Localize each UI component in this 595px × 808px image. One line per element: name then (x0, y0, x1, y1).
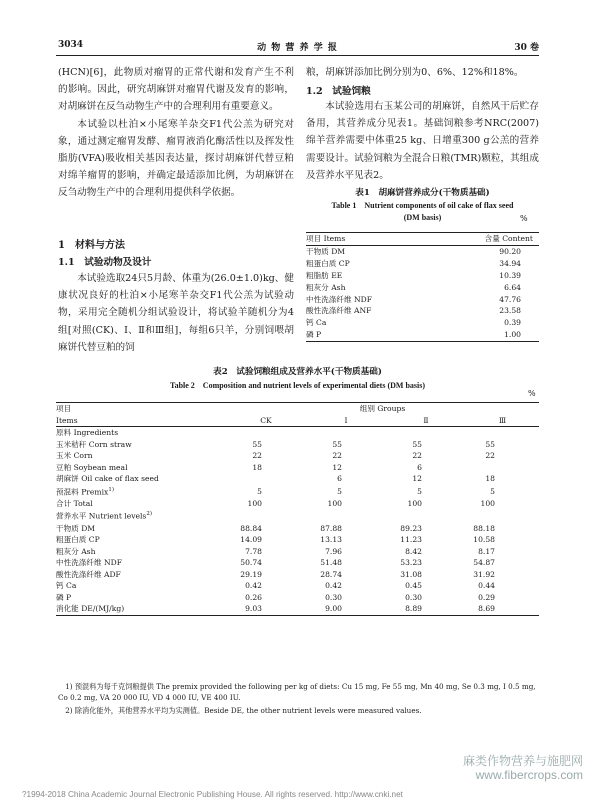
table2-ingredient-row-item-text: 预混料 Premix (56, 487, 109, 497)
section-1-2-paragraph: 本试验选用右玉某公司的胡麻饼，自然风干后贮存备用，其营养成分见表1。基础饲粮参考NRC(2007)绵羊营养需要中体重25 kg、日增重300 g公羔的营养需要设计。试验饲粮为全混合日粮(TMR)颗粒，其组成及营养水平见表2。 (306, 101, 539, 181)
table2-group-2: Ⅱ (386, 415, 466, 427)
table2-ingredient-row-value: 55 (485, 439, 495, 449)
table2-nutrient-row-value: 31.92 (473, 569, 495, 579)
table2-nutrient-row-value: 31.08 (400, 569, 422, 579)
table2-nutrient-row-item-text: 消化能 DE/(MJ/kg) (56, 604, 125, 614)
table2-nutrient-row-value: 0.45 (405, 581, 422, 591)
table2-nutrient-row-item-text: 粗蛋白质 CP (56, 535, 100, 545)
table2-unit: % (528, 389, 536, 398)
table2-ingredients-heading (56, 427, 539, 439)
table1-header-row (306, 233, 539, 246)
table1 (306, 232, 539, 342)
table1-cell-item: 粗脂肪 EE (306, 270, 343, 280)
table2-nutrients-heading-footnote-mark: 2) (146, 511, 152, 518)
table1-cell-item: 粗灰分 Ash (306, 282, 346, 292)
table2-nutrient-row (56, 557, 539, 569)
table1-cell-value: 23.58 (499, 306, 521, 316)
table2-total-row-item (56, 498, 226, 510)
table2-nutrient-row-value: 50.74 (240, 558, 262, 568)
right-continuation: 粮，胡麻饼添加比例分别为0、6%、12%和18%。 (306, 67, 524, 78)
table2-nutrient-row-item (56, 603, 226, 615)
table2-nutrient-row-value: 0.30 (405, 592, 422, 602)
table2-ingredient-row (56, 450, 539, 462)
table2-ingredient-row-value: 18 (252, 462, 262, 472)
table2-nutrient-row (56, 580, 539, 592)
table2-nutrient-row-value: 0.42 (325, 581, 342, 591)
table2-ingredient-row-item (56, 450, 226, 462)
table2-ingredient-row-value: 6 (417, 462, 422, 472)
table2-nutrient-row-value: 9.00 (306, 603, 386, 615)
table1-caption-en: Table 1 Nutrient components of oil cake of flax seed (DM basis) (331, 201, 514, 222)
table2-nutrient-row-item (56, 534, 226, 546)
table2-ingredient-row-item-text: 玉米秸秆 Corn straw (56, 439, 132, 449)
volume-label: 30 卷 (514, 43, 539, 53)
table1-cell-value: 34.94 (499, 258, 521, 268)
header-rule (56, 55, 539, 56)
table2-nutrient-row-value: 8.89 (386, 603, 466, 615)
table2-nutrient-row-value: 29.19 (240, 569, 262, 579)
table1-caption-cn: 表1 胡麻饼营养成分(干物质基础) (355, 188, 490, 198)
table2-nutrients-heading-text: 营养水平 Nutrient levels (56, 511, 147, 521)
table2-nutrient-row-item (56, 580, 226, 592)
table2-ingredient-row-value (226, 473, 306, 485)
table2-nutrient-row-value: 51.48 (320, 558, 342, 568)
table2-ingredient-row (56, 485, 539, 498)
table2-ingredient-row (56, 473, 539, 485)
table2-ingredient-row-value: 18 (485, 474, 495, 484)
table2-group-1: Ⅰ (306, 415, 386, 427)
table2-ingredient-row-item (56, 439, 226, 451)
table2-nutrient-row-value: 7.78 (245, 546, 262, 556)
table2-nutrient-row-item (56, 523, 226, 535)
section-1-2-heading: 1.2 试验饲粮 (306, 86, 371, 97)
table1-unit: % (520, 214, 528, 223)
watermark-title: 麻类作物营养与施肥网 (462, 754, 583, 768)
table2-group-3: Ⅲ (466, 415, 539, 427)
table2-nutrients-heading-label (56, 509, 539, 522)
table2-caption-en: Table 2 Composition and nutrient levels of experimental diets (DM basis) (169, 381, 426, 390)
table2-ingredient-row-value: 22 (485, 451, 495, 461)
table2-nutrient-row-value: 87.88 (320, 523, 342, 533)
table1-row (306, 270, 539, 282)
table2-nutrient-row-value: 0.42 (245, 581, 262, 591)
table2-ingredient-row-item (56, 473, 226, 485)
table1-cell-value: 0.39 (504, 318, 521, 328)
table2-nutrient-row-value: 13.13 (320, 535, 342, 545)
table1-cell-value: 1.00 (434, 329, 539, 341)
table1-row (306, 245, 539, 257)
table2-nutrient-row-item-text: 酸性洗涤纤维 ADF (56, 569, 121, 579)
table2-nutrient-row-item-text: 干物质 DM (56, 523, 96, 533)
table2-nutrient-row-item (56, 569, 226, 581)
table2-ingredient-row-value: 12 (332, 462, 342, 472)
table2-ingredient-row-item-text: 玉米 Corn (56, 451, 93, 461)
table2-nutrient-row (56, 569, 539, 581)
table2-nutrient-row (56, 546, 539, 558)
table2-nutrient-row-value: 0.44 (478, 581, 495, 591)
table2-total-row-value: 100 (327, 498, 342, 508)
table2-nutrient-row-value: 88.18 (473, 523, 495, 533)
table2-nutrient-row-item (56, 557, 226, 569)
table2-ingredient-row-value: 55 (412, 439, 422, 449)
table2-ingredient-row-value: 12 (412, 474, 422, 484)
table2-ingredient-row (56, 462, 539, 474)
table2-nutrient-row-value: 28.74 (320, 569, 342, 579)
table2-ingredient-row-value: 55 (252, 439, 262, 449)
table2-nutrient-row-value: 89.23 (400, 523, 422, 533)
table2-ingredient-row-value: 6 (337, 474, 342, 484)
table2-header-row-2 (56, 415, 539, 427)
table2-nutrient-row-value: 0.29 (478, 592, 495, 602)
table2-nutrient-row-item-text: 钙 Ca (56, 581, 77, 591)
table2-ingredient-row-value: 5 (490, 486, 495, 496)
table1-cell-item: 粗蛋白质 CP (306, 258, 350, 268)
table2-nutrient-row-value: 8.42 (405, 546, 422, 556)
intro-paragraph-2: 本试验以杜泊×小尾寒羊杂交F1代公羔为研究对象，通过测定瘤胃发酵、瘤胃液消化酶活性以及挥发性脂肪(VFA)吸收相关基因表达量，探讨胡麻饼代替豆粕对绵羊瘤胃的影响，并确定最适添加比例，为胡麻饼在反刍动物生产中的合理利用提供科学依据。 (58, 118, 294, 199)
table2-footnote-1: 1) 预混料为每千克饲粮提供 The premix provided the following per kg of diets: Cu 15 mg, Fe 55 mg, Mn 40 mg, Se 0.3 mg, I 0.5 mg, Co 0.2 mg, VA 20 000 IU, VD 4 000 IU, VE 400 IU. (58, 682, 536, 702)
table1-cell-item: 钙 Ca (306, 318, 327, 328)
table2-nutrient-row-value: 8.69 (466, 603, 539, 615)
table2-nutrient-row-value: 7.96 (325, 546, 342, 556)
table2-ingredient-row-value (466, 462, 539, 474)
table1-col-item: 项目 Items (306, 233, 434, 246)
table2-caption-cn: 表2 试验饲粮组成及营养水平(干物质基础) (213, 367, 382, 377)
table2-group-ck: CK (226, 415, 306, 427)
section-1-1-paragraph: 本试验选取24只5月龄、体重为(26.0±1.0)kg、健康状况良好的杜泊×小尾寒羊杂交F1代公羔为试验动物，采用完全随机分组试验设计，将试验羊随机分为4组[对照(CK)、Ⅰ、Ⅱ和Ⅲ组]，每组6只羊，分别饲喂胡麻饼代替豆粕的饲 (58, 273, 294, 353)
table2-nutrient-row-item-text: 粗灰分 Ash (56, 546, 96, 556)
table2-ingredient-row-item-text: 胡麻饼 Oil cake of flax seed (56, 474, 159, 484)
table1-row (306, 282, 539, 294)
table2-nutrient-row-item-text: 中性洗涤纤维 NDF (56, 558, 122, 568)
table2-ingredient-row-value: 5 (337, 486, 342, 496)
table2-ingredient-row (56, 439, 539, 451)
table2-nutrient-row-value: 14.09 (240, 535, 262, 545)
table2-ingredients-heading-text: 原料 Ingredients (56, 428, 119, 438)
table2-nutrient-row-value: 0.30 (325, 592, 342, 602)
table2-total-row-value: 100 (247, 498, 262, 508)
table1-cell-value: 90.20 (499, 246, 521, 256)
table2-nutrient-row-value: 10.58 (473, 535, 495, 545)
table2-nutrient-row-value: 9.03 (226, 603, 306, 615)
table1-row (306, 329, 539, 341)
table2-ingredient-row-footnote-mark: 1) (108, 486, 114, 493)
table1-cell-item: 干物质 DM (306, 246, 346, 256)
table1-row (306, 294, 539, 306)
table2-footnote-2: 2) 除消化能外，其他营养水平均为实测值。Beside DE, the other nutrient levels were measured values. (65, 706, 422, 715)
table2-ingredient-row-item (56, 462, 226, 474)
page-number: 3034 (58, 40, 84, 50)
table2-nutrient-row-item (56, 592, 226, 604)
table2-total-row-value: 100 (480, 498, 495, 508)
table2-ingredient-row-value: 22 (332, 451, 342, 461)
table2-ingredient-row-value: 22 (252, 451, 262, 461)
table2-nutrient-row (56, 603, 539, 615)
table2-nutrient-row-value: 54.87 (473, 558, 495, 568)
watermark-url: www.fibercrops.com (475, 768, 583, 782)
section-1-1-heading: 1.1 试验动物及设计 (58, 257, 152, 268)
table2-item-cn: 项目 (56, 403, 226, 415)
table1-cell-item: 磷 P (306, 329, 434, 341)
table2-ingredients-heading-label (56, 427, 539, 439)
table2-header-row-1 (56, 403, 539, 415)
table1-cell-value: 10.39 (499, 270, 521, 280)
table1-row (306, 317, 539, 329)
table2-ingredient-row-item-text: 豆粕 Soybean meal (56, 462, 128, 472)
table2-ingredient-row-item (56, 485, 226, 498)
table2-total-row-value: 100 (407, 498, 422, 508)
table2-ingredient-row-value: 5 (257, 486, 262, 496)
table2-nutrient-row-value: 88.84 (240, 523, 262, 533)
table2-ingredient-row-value: 55 (332, 439, 342, 449)
table2-nutrient-row-value: 0.26 (245, 592, 262, 602)
table2-total-row (56, 498, 539, 510)
journal-title: 动 物 营 养 学 报 (257, 43, 338, 53)
table1-cell-value: 6.64 (504, 282, 521, 292)
table2-total-row-item-text: 合计 Total (56, 498, 93, 508)
section-1-heading: 1 材料与方法 (58, 240, 125, 251)
intro-paragraph-1: (HCN)[6]，此物质对瘤胃的正常代谢和发育产生不利的影响。因此，研究胡麻饼对瘤胃代谢及发育的影响，对胡麻饼在反刍动物生产中的合理利用有重要意义。 (58, 67, 294, 113)
table2-item-en: Items (56, 415, 226, 427)
table2-nutrient-row (56, 523, 539, 535)
table1-col-content: 含量 Content (434, 233, 539, 246)
left-intro (58, 64, 294, 202)
table2-nutrient-row (56, 592, 539, 604)
table2 (56, 402, 539, 616)
table1-cell-value: 47.76 (499, 294, 521, 304)
table2-nutrient-row-value: 8.17 (478, 546, 495, 556)
table2-nutrient-row-item (56, 546, 226, 558)
table2-ingredient-row-value: 5 (417, 486, 422, 496)
table2-nutrient-row-value: 11.23 (400, 535, 422, 545)
table2-nutrient-row-item-text: 磷 P (56, 592, 72, 602)
table2-nutrients-heading (56, 509, 539, 522)
table1-row (306, 305, 539, 317)
footer-copyright: ?1994-2018 China Academic Journal Electronic Publishing House. All rights reserved. http://www.cnki.net (22, 790, 403, 799)
table2-groups-label: 组别 Groups (226, 403, 539, 415)
table2-nutrient-row-value: 53.23 (400, 558, 422, 568)
table1-cell-item: 中性洗涤纤维 NDF (306, 294, 372, 304)
table1-cell-item: 酸性洗涤纤维 ANF (306, 306, 372, 316)
table1-row (306, 258, 539, 270)
table2-ingredient-row-value: 22 (412, 451, 422, 461)
table2-nutrient-row (56, 534, 539, 546)
